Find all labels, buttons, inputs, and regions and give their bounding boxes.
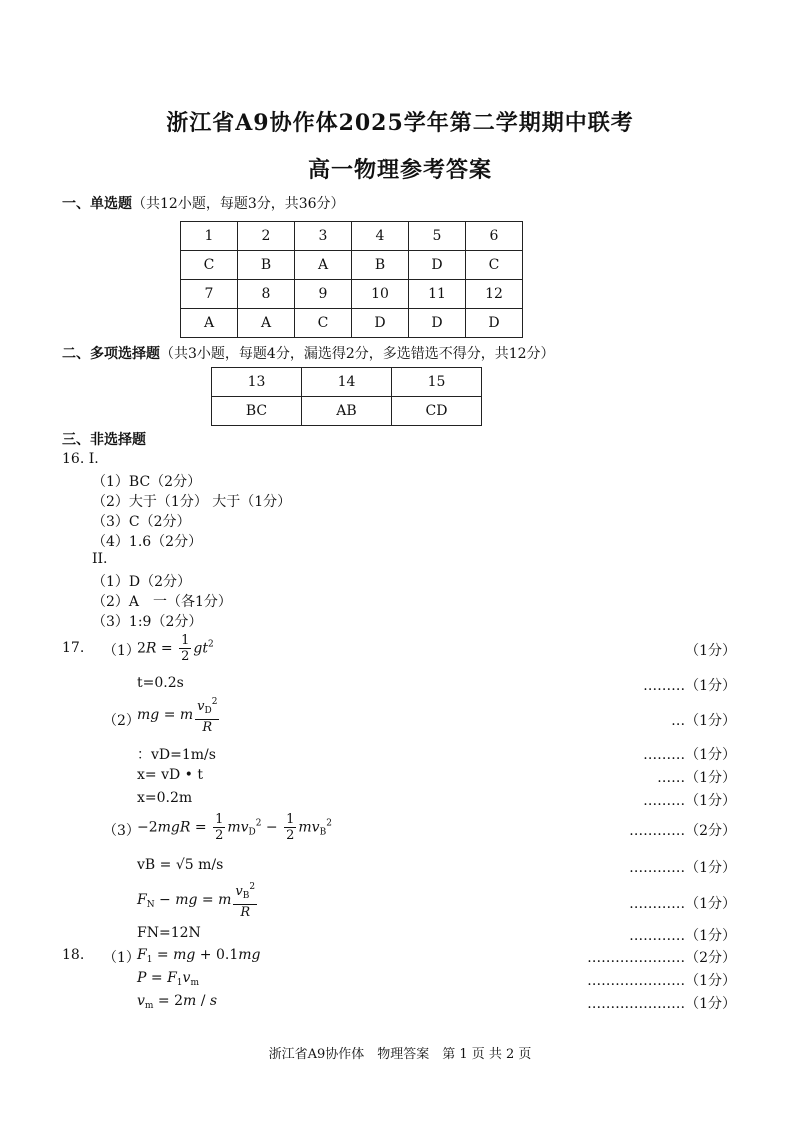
- table-row: [181, 309, 523, 338]
- q17-velocity-b: vB = √5 m/s: [137, 857, 224, 873]
- table-row: [212, 368, 482, 397]
- q18-part1-label: （1）: [103, 950, 140, 966]
- table-cell: D: [409, 309, 466, 338]
- section-2-title: 二、多项选择题: [62, 346, 160, 362]
- q17-score-8: …………（1分）: [629, 896, 736, 912]
- q17-part1-label: （1）: [103, 643, 140, 659]
- q16-line-1: （1）BC（2分）: [92, 474, 202, 490]
- section-2-note: （共3小题，每题4分，漏选得2分，多选错选不得分，共12分）: [160, 346, 555, 362]
- table-cell: C: [181, 251, 238, 280]
- table-cell: A: [238, 309, 295, 338]
- q17-score-9: …………（1分）: [629, 928, 736, 944]
- table-cell: B: [238, 251, 295, 280]
- table-cell: 14: [302, 368, 392, 397]
- q16-line-5: II.: [92, 551, 108, 567]
- page-footer: 浙江省A9协作体 物理答案 第 1 页 共 2 页: [268, 1047, 532, 1062]
- q17-part2-label: （2）: [103, 713, 140, 729]
- q17-score-5: ………（1分）: [643, 793, 736, 809]
- table-cell: 15: [392, 368, 482, 397]
- table-cell: D: [352, 309, 409, 338]
- table-cell: CD: [392, 397, 482, 426]
- q18-score-0: …………………（2分）: [587, 950, 736, 966]
- table-cell: 6: [466, 222, 523, 251]
- table-cell: 3: [295, 222, 352, 251]
- q17-normal-force: FN=12N: [137, 925, 201, 941]
- q17-velocity-d: ：vD=1m/s: [137, 747, 216, 763]
- q16-line-2: （2）大于（1分） 大于（1分）: [92, 494, 292, 510]
- table-cell: 11: [409, 280, 466, 309]
- q17-eq-centripetal: mg = m $\frac{v_D^2}{R}$: [137, 697, 218, 735]
- q17-distance: x=0.2m: [137, 790, 193, 806]
- q17-eq-fall: 2R = $\frac{1}{2}$ $gt^2$: [137, 633, 214, 664]
- table-cell: A: [181, 309, 238, 338]
- page-title: 浙江省A9协作体2025学年第二学期期中联考: [166, 110, 634, 136]
- multi-choice-answer-table: [211, 367, 482, 426]
- table-row: [181, 280, 523, 309]
- q17-score-0: （1分）: [685, 643, 736, 659]
- table-cell: 9: [295, 280, 352, 309]
- table-cell: A: [295, 251, 352, 280]
- section-3-title: 三、非选择题: [62, 432, 146, 448]
- table-cell: 5: [409, 222, 466, 251]
- table-cell: BC: [212, 397, 302, 426]
- table-cell: 13: [212, 368, 302, 397]
- table-row: [212, 397, 482, 426]
- table-cell: AB: [302, 397, 392, 426]
- section-3-heading: [62, 429, 146, 449]
- single-choice-answer-table: [180, 221, 523, 338]
- table-cell: D: [466, 309, 523, 338]
- table-cell: B: [352, 251, 409, 280]
- table-cell: 7: [181, 280, 238, 309]
- q17-distance-eq: x= vD • t: [137, 767, 203, 783]
- table-cell: C: [466, 251, 523, 280]
- q17-number: 17.: [62, 640, 85, 656]
- table-row: [181, 222, 523, 251]
- section-1-note: （共12小题，每题3分，共36分）: [132, 196, 345, 212]
- q17-score-3: ………（1分）: [643, 747, 736, 763]
- q17-part3-label: （3）: [103, 823, 140, 839]
- q17-score-7: …………（1分）: [629, 860, 736, 876]
- section-1-heading: [62, 193, 345, 213]
- table-cell: 4: [352, 222, 409, 251]
- q18-eq-velocity: $v_m = 2m / s$: [137, 993, 218, 1011]
- q17-eq-normal-force: $F_N$ − mg = m $\frac{v_B^2}{R}$: [137, 882, 256, 920]
- q16-line-0: 16. I.: [62, 451, 99, 467]
- q18-number: 18.: [62, 947, 85, 963]
- q18-score-2: …………………（1分）: [587, 996, 736, 1012]
- table-cell: C: [295, 309, 352, 338]
- q18-score-1: …………………（1分）: [587, 973, 736, 989]
- q18-eq-power: $P = F_1v_m$: [137, 970, 199, 988]
- section-1-title: 一、单选题: [62, 196, 132, 212]
- q17-time: t=0.2s: [137, 675, 184, 691]
- table-cell: 10: [352, 280, 409, 309]
- q17-score-4: ……（1分）: [657, 770, 736, 786]
- q18-eq-force: $F_1$ = mg + 0.1mg: [137, 947, 261, 965]
- table-cell: 2: [238, 222, 295, 251]
- q16-line-6: （1）D（2分）: [92, 574, 192, 590]
- page-subtitle: 高一物理参考答案: [307, 157, 492, 183]
- table-cell: 12: [466, 280, 523, 309]
- section-2-heading: [62, 343, 555, 363]
- q17-score-1: ………（1分）: [643, 678, 736, 694]
- q16-line-3: （3）C（2分）: [92, 514, 191, 530]
- q16-line-8: （3）1:9（2分）: [92, 614, 203, 630]
- q16-line-7: （2）A 一（各1分）: [92, 594, 232, 610]
- table-cell: 8: [238, 280, 295, 309]
- q16-line-4: （4）1.6（2分）: [92, 534, 203, 550]
- table-row: [181, 251, 523, 280]
- table-cell: D: [409, 251, 466, 280]
- q17-score-6: …………（2分）: [629, 823, 736, 839]
- q17-score-2: …（1分）: [671, 713, 736, 729]
- table-cell: 1: [181, 222, 238, 251]
- q17-eq-energy: −2mgR = $\frac{1}{2}$ $mv_D^2$ − $\frac{1}{2}$ $mv_B^2$: [137, 812, 332, 843]
